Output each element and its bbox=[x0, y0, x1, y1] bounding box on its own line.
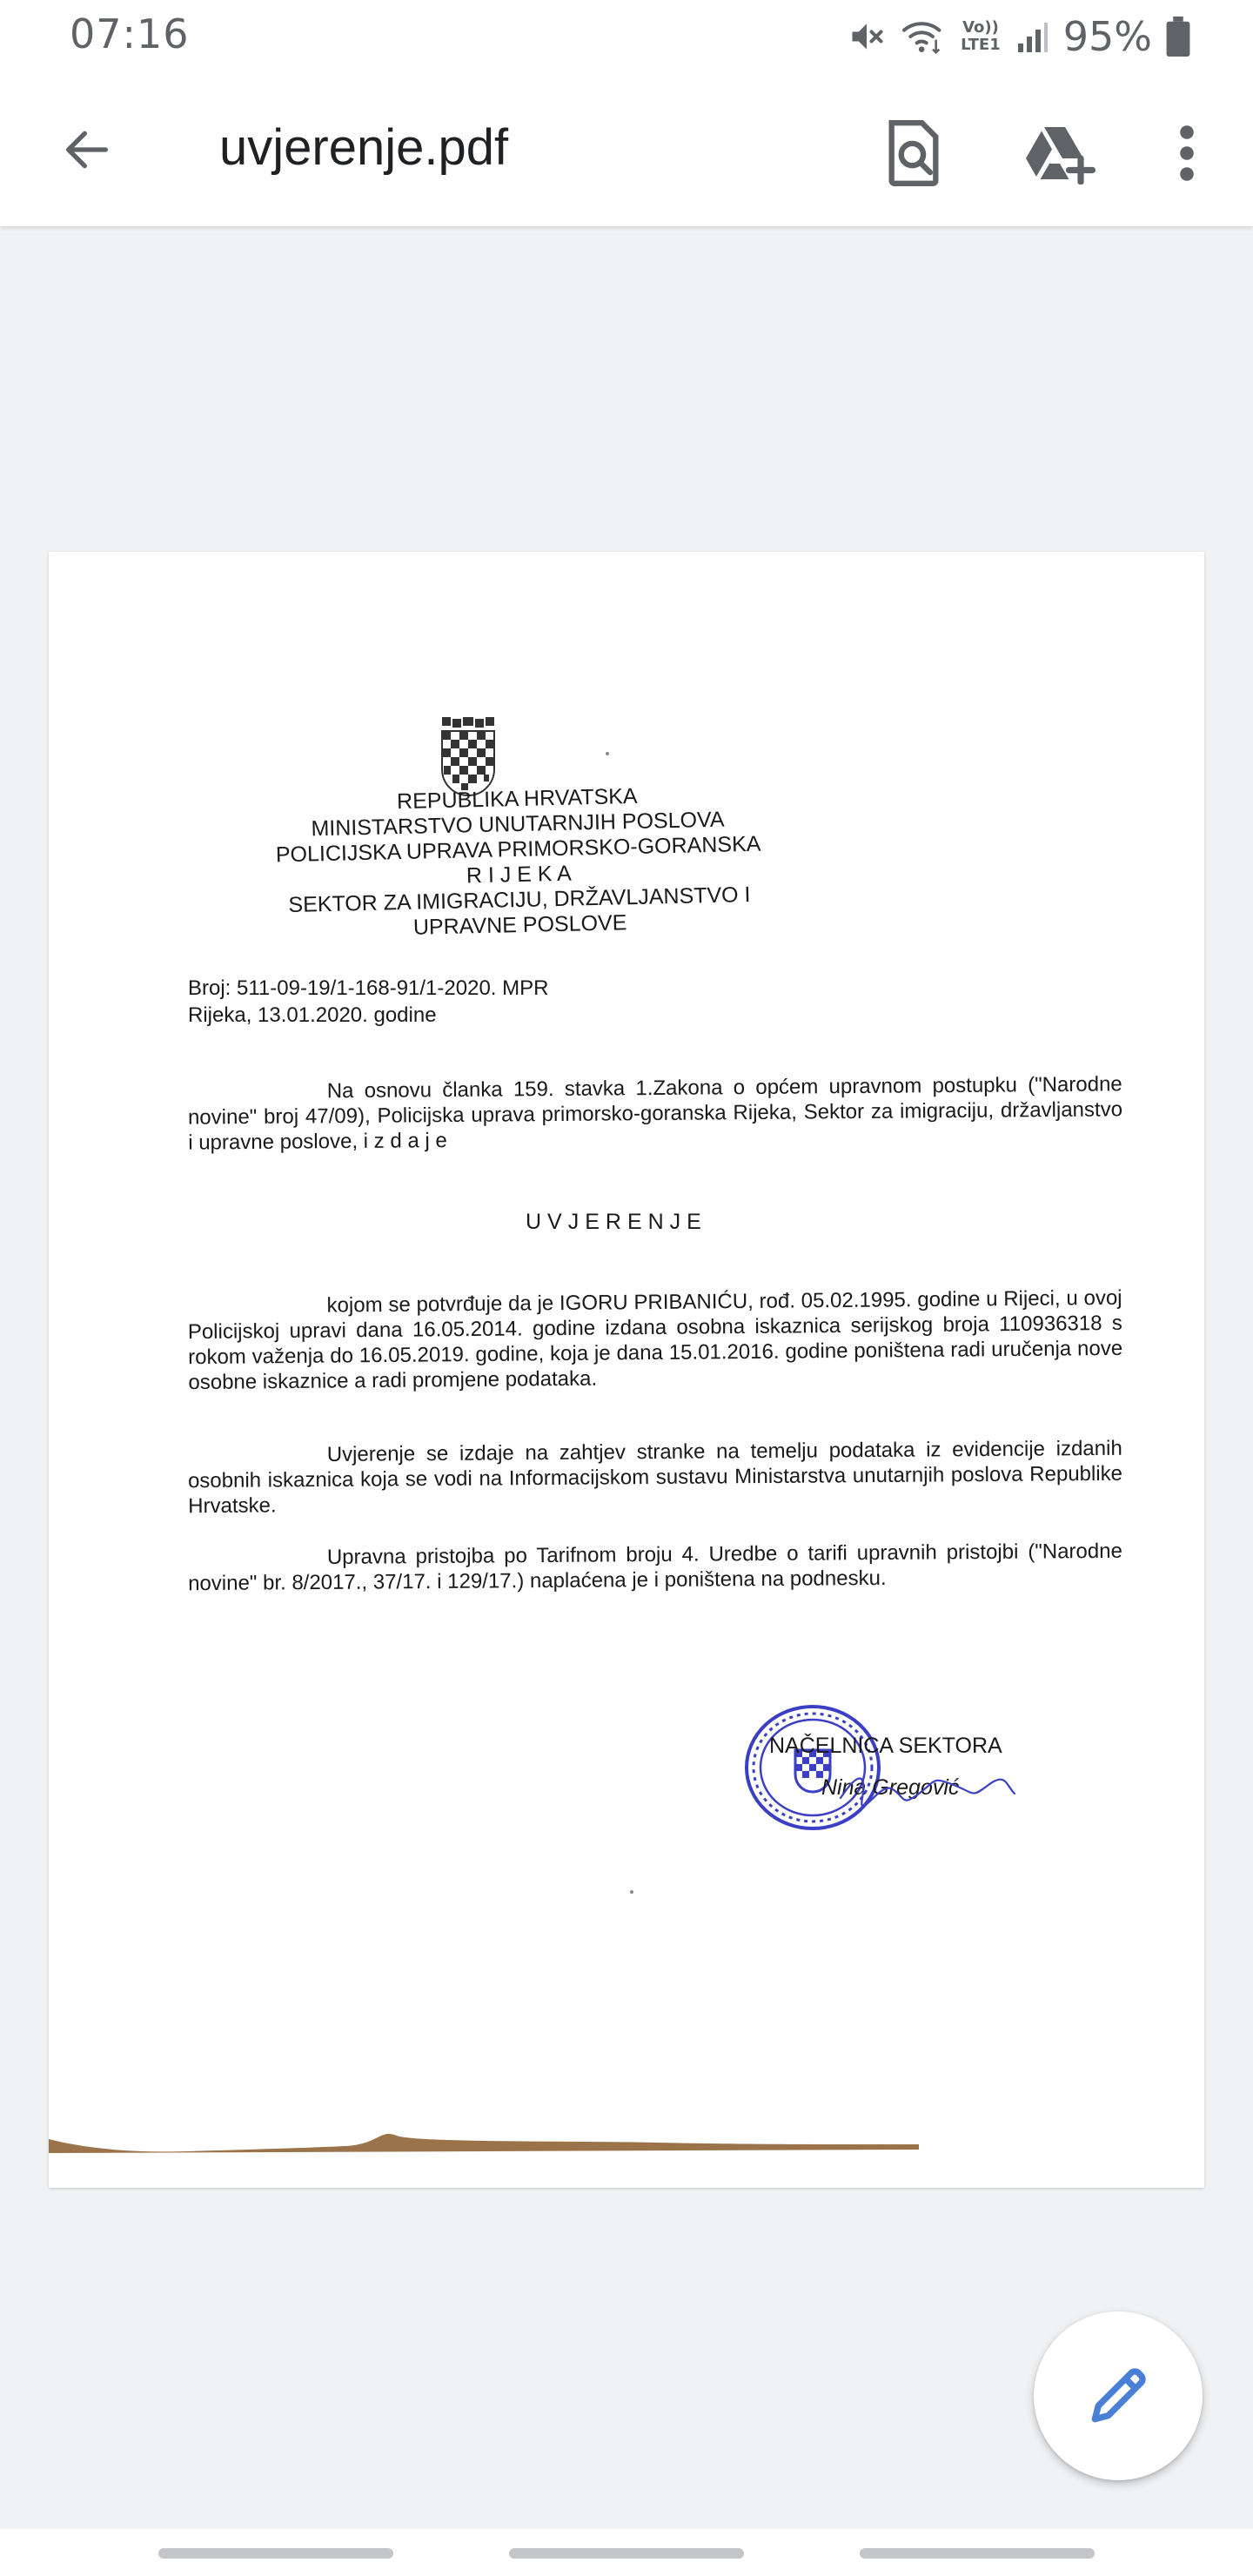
scan-speck bbox=[606, 752, 609, 755]
back-button[interactable] bbox=[45, 117, 129, 183]
edit-fab-button[interactable] bbox=[1034, 2311, 1203, 2480]
scan-edge-shadow bbox=[49, 2118, 1204, 2170]
status-icons bbox=[848, 9, 1190, 64]
battery-icon bbox=[1166, 17, 1190, 57]
find-in-page-button[interactable] bbox=[877, 117, 950, 190]
arrow-back-icon bbox=[59, 122, 115, 178]
nav-hint-center[interactable] bbox=[509, 2548, 744, 2559]
wifi-icon bbox=[900, 17, 947, 56]
app-bar bbox=[0, 73, 1253, 226]
handwritten-signature-icon bbox=[832, 1763, 1032, 1815]
paragraph-fee: Upravna pristojba po Tarifnom broju 4. Uredbe o tarifi upravnih pristojbi ("Narodne novine" br. 8/2017., 37/17. i 129/17.) naplaćena je i poništena na podnesku. bbox=[188, 1539, 1122, 1596]
status-bar bbox=[0, 0, 1253, 73]
more-vert-icon bbox=[1178, 124, 1196, 182]
paragraph-confirmation: kojom se potvrđuje da je IGORU PRIBANIĆU, rođ. 05.02.1995. godine u Rijeci, u ovoj Policijskoj upravi dana 16.05.2014. godine izdana osobna iskaznica serijskog broja 110936318 s rokom važenja do 16.05.2019. godine, koja je dana 15.01.2016. godine poništena radi uručenja nove osobne iskaznice a radi promjene podataka. bbox=[187, 1285, 1123, 1395]
pdf-page[interactable] bbox=[49, 552, 1204, 2188]
add-to-drive-icon bbox=[1023, 122, 1096, 184]
nav-hint-right[interactable] bbox=[860, 2548, 1095, 2559]
network-label: Vo)) LTE1 bbox=[961, 18, 1001, 54]
status-time: 07:16 bbox=[70, 10, 190, 57]
scan-speck bbox=[630, 1890, 633, 1894]
document-title: uvjerenje.pdf bbox=[219, 119, 509, 176]
battery-percent: 95% bbox=[1062, 13, 1152, 60]
navigation-bar bbox=[0, 2529, 1253, 2576]
place-date: Rijeka, 13.01.2020. godine bbox=[188, 1003, 437, 1027]
signal-icon bbox=[1015, 19, 1049, 54]
signature-name: Nina Gregović bbox=[821, 1775, 960, 1800]
signature-title: NAČELNICA SEKTORA bbox=[769, 1734, 1002, 1758]
find-in-page-icon bbox=[886, 120, 941, 186]
coat-of-arms-icon bbox=[439, 717, 498, 797]
paragraph-legal-basis: Na osnovu članka 159. stavka 1.Zakona o općem upravnom postupku ("Narodne novine" broj 47/09), Policijska uprava primorsko-goranska Rijeka, Sektor za imigraciju, državljanstvo i upravne poslove, i z d a j e bbox=[187, 1072, 1123, 1155]
document-heading: UVJERENJE bbox=[526, 1210, 707, 1234]
edit-pencil-icon bbox=[1083, 2361, 1153, 2431]
nav-hint-left[interactable] bbox=[158, 2548, 393, 2559]
more-options-button[interactable] bbox=[1163, 117, 1211, 190]
reference-number: Broj: 511-09-19/1-168-91/1-2020. MPR bbox=[188, 976, 549, 1000]
paragraph-issuance: Uvjerenje se izdaje na zahtjev stranke na temelju podataka iz evidencije izdanih osobnih iskaznica koja se vodi na Informacijskom sustavu Ministarstva unutarnjih poslova Republike Hrvatske. bbox=[187, 1436, 1123, 1519]
add-to-drive-button[interactable] bbox=[1016, 117, 1103, 190]
mute-icon bbox=[848, 17, 886, 56]
letterhead: REPUBLIKA HRVATSKA MINISTARSTVO UNUTARNJIH POSLOVA POLICIJSKA UPRAVA PRIMORSKO-GORANSKA R I J E K A SEKTOR ZA IMIGRACIJU, DRŽAVLJANSTVO I UPRAVNE POSLOVE bbox=[275, 783, 761, 940]
reference-block bbox=[188, 975, 797, 1029]
